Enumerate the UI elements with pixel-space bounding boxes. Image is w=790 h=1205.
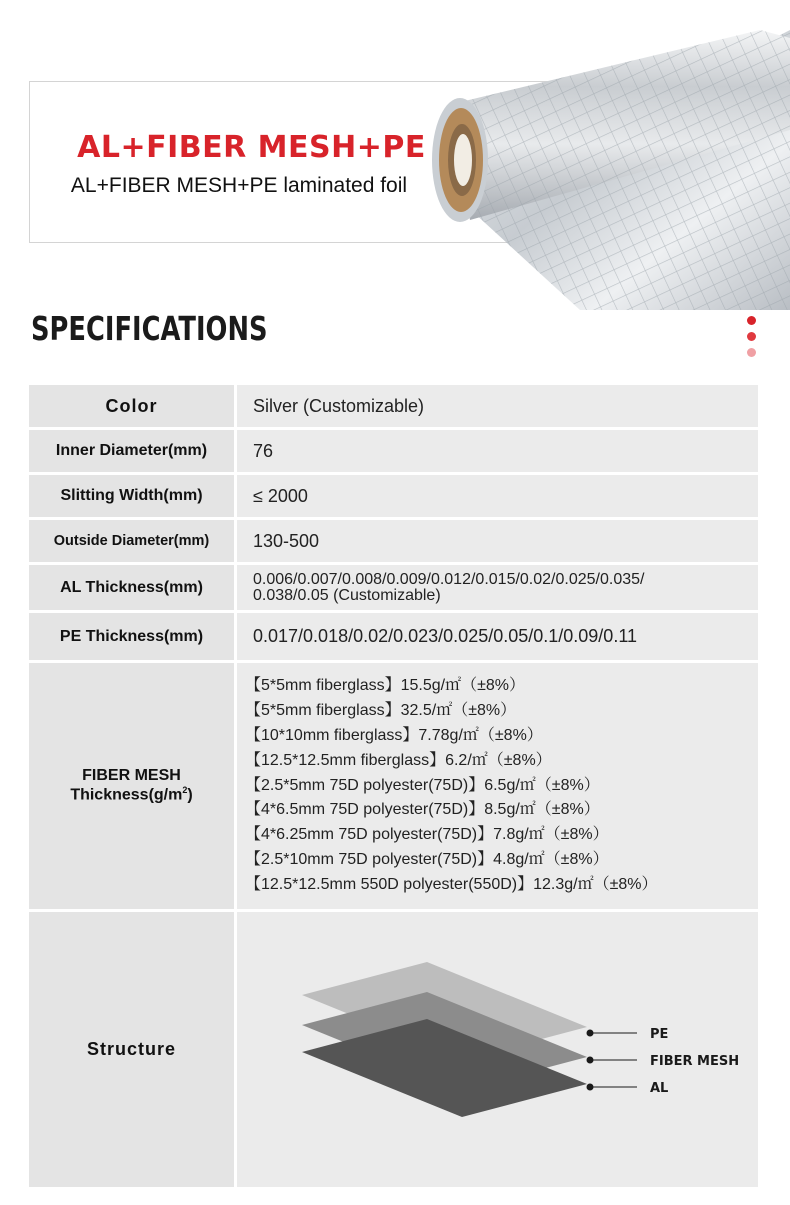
list-item: 【5*5mm fiberglass】15.5g/㎡（±8%） <box>245 677 525 695</box>
row-value-inner-diameter: 76 <box>237 430 758 472</box>
fiber-mesh-list <box>245 674 658 897</box>
dot-icon <box>747 348 756 357</box>
specifications-table <box>29 385 758 1190</box>
table-row <box>29 912 758 1187</box>
row-label-structure: Structure <box>29 912 234 1187</box>
al-thickness-line: 0.038/0.05 (Customizable) <box>253 586 441 604</box>
hero-title: AL+FIBER MESH+PE <box>77 130 426 165</box>
layer-label-al: AL <box>650 1081 669 1096</box>
table-row <box>29 385 758 427</box>
table-row <box>29 430 758 472</box>
fiber-mesh-label-line: $Thickness(g/m^2)$ <box>70 785 193 804</box>
row-value-outside-diameter: 130-500 <box>237 520 758 562</box>
layer-label-pe: PE <box>650 1027 669 1042</box>
list-item: 【12.5*12.5mm fiberglass】6.2/㎡（±8%） <box>245 751 552 769</box>
table-row <box>29 520 758 562</box>
dot-icon <box>747 316 756 325</box>
table-row <box>29 613 758 660</box>
row-label-al-thickness: AL Thickness(mm) <box>29 565 234 610</box>
row-value-color: Silver (Customizable) <box>237 385 758 427</box>
table-row <box>29 565 758 610</box>
list-item: 【4*6.5mm 75D polyester(75D)】8.5g/㎡（±8%） <box>245 801 600 819</box>
row-value-slitting-width: ≤ 2000 <box>237 475 758 517</box>
dot-icon <box>747 332 756 341</box>
layer-label-fiber-mesh: FIBER MESH <box>650 1054 740 1069</box>
list-item: 【2.5*10mm 75D polyester(75D)】4.8g/㎡（±8%） <box>245 850 609 868</box>
layer-structure-diagram <box>237 912 758 1187</box>
list-item: 【10*10mm fiberglass】7.78g/㎡（±8%） <box>245 727 543 744</box>
row-label-pe-thickness: PE Thickness(mm) <box>29 613 234 660</box>
row-value-structure <box>237 912 758 1187</box>
row-label-fiber-mesh <box>29 663 234 909</box>
decorative-dots <box>747 316 756 364</box>
al-thickness-line: 0.006/0.007/0.008/0.009/0.012/0.015/0.02/0.025/0.035/ <box>253 570 645 588</box>
row-label-color: Color <box>29 385 234 427</box>
list-item: 【5*5mm fiberglass】32.5/㎡（±8%） <box>245 702 517 720</box>
list-item: 【2.5*5mm 75D polyester(75D)】6.5g/㎡（±8%） <box>245 776 600 794</box>
specifications-heading: SPECIFICATIONS <box>31 309 268 348</box>
list-item: 【12.5*12.5mm 550D polyester(550D)】12.3g/㎡（±8%） <box>245 875 658 893</box>
foil-roll-image <box>420 20 790 310</box>
list-item: 【4*6.25mm 75D polyester(75D)】7.8g/㎡（±8%） <box>245 826 609 844</box>
table-row <box>29 663 758 909</box>
fiber-mesh-label-line: FIBER MESH <box>82 767 181 785</box>
row-label-outside-diameter: Outside Diameter(mm) <box>29 520 234 562</box>
row-value-al-thickness <box>237 565 758 610</box>
row-label-slitting-width: Slitting Width(mm) <box>29 475 234 517</box>
hero-subtitle: AL+FIBER MESH+PE laminated foil <box>70 174 408 197</box>
table-row <box>29 475 758 517</box>
row-value-pe-thickness: 0.017/0.018/0.02/0.023/0.025/0.05/0.1/0.09/0.11 <box>237 613 758 660</box>
row-label-inner-diameter: Inner Diameter(mm) <box>29 430 234 472</box>
row-value-fiber-mesh <box>237 663 758 909</box>
